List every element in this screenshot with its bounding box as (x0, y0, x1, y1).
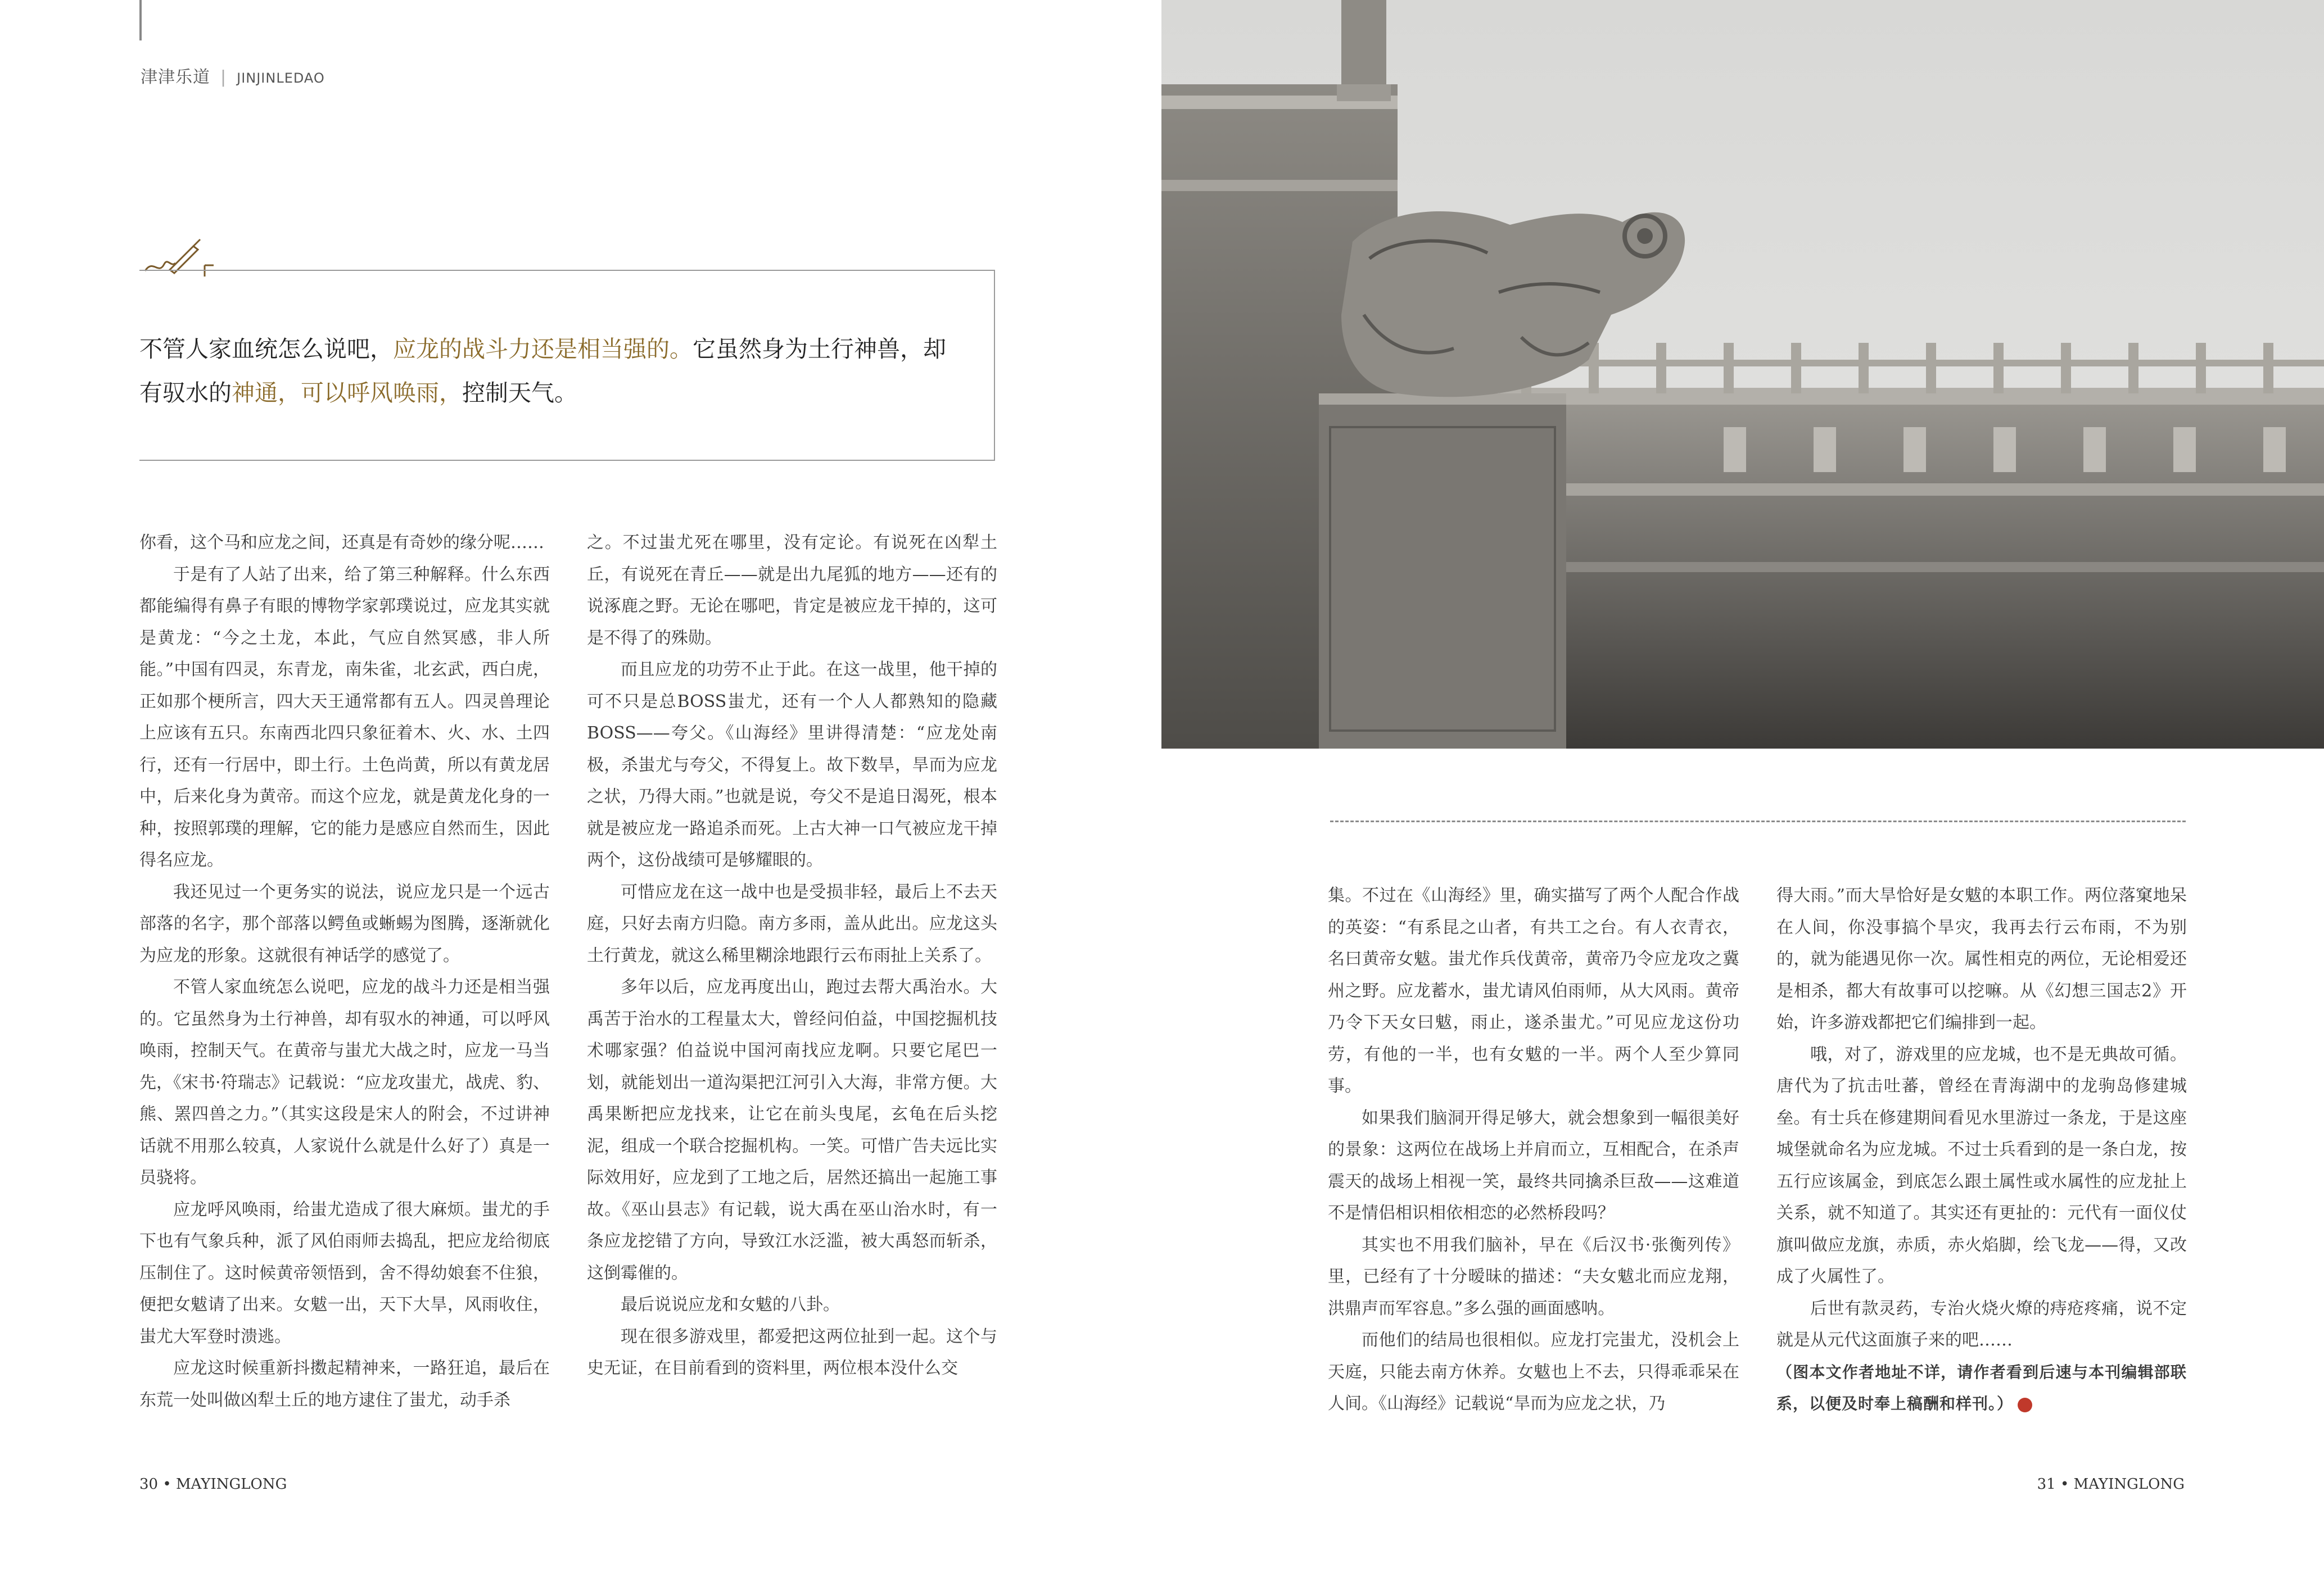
body-column-4 (1776, 880, 2187, 1420)
col1-paragraph: 你看，这个马和应龙之间，还真是有奇妙的缘分呢…… (139, 533, 544, 552)
section-divider (1330, 821, 2186, 822)
col2-paragraph: 之。不过蚩尤死在哪里，没有定论。有说死在凶犁土丘，有说死在青丘——就是出九尾狐的地方——还有的说涿鹿之野。无论在哪吧，肯定是被应龙干掉的，这可是不得了的殊勋。 (587, 533, 997, 648)
pullquote-part1: 不管人家血统怎么说吧， (139, 336, 393, 362)
header-left-cn: 津津乐道 (141, 67, 210, 87)
author-note-text: （图本文作者地址不详，请作者看到后速与本刊编辑部联系，以便及时奉上稿酬和样刊。） (1776, 1362, 2187, 1413)
col3-paragraph: 而他们的结局也很相似。应龙打完蚩尤，没机会上天庭，只能去南方休养。女魃也上不去，只得乖乖呆在人间。《山海经》记载说“旱而为应龙之状，乃 (1328, 1330, 1739, 1413)
col2-paragraph: 而且应龙的功劳不止于此。在这一战里，他干掉的可不只是总BOSS蚩尤，还有一个人人都熟知的隐藏BOSS——夸父。《山海经》里讲得清楚：“应龙处南极，杀蚩尤与夸父，不得复上。故下数旱，旱而为应龙之状，乃得大雨。”也就是说，夸父不是追日渴死，根本就是被应龙一路追杀而死。上古大神一口气被应龙干掉两个，这份战绩可是够耀眼的。 (587, 660, 997, 870)
col4-paragraph: 得大雨。”而大旱恰好是女魃的本职工作。两位落窠地呆在人间，你没事搞个旱灾，我再去行云布雨，不为别的，就为能遇见你一次。属性相克的两位，无论相爱还是相杀，都大有故事可以挖嘛。从《幻想三国志2》开始，许多游戏都把它们编排到一起。 (1776, 886, 2187, 1032)
col1-paragraph: 不管人家血统怎么说吧，应龙的战斗力还是相当强的。它虽然身为土行神兽，却有驭水的神通，可以呼风唤雨，控制天气。在黄帝与蚩尤大战之时，应龙一马当先，《宋书·符瑞志》记载说：“应龙攻蚩尤，战虎、豹、熊、罴四兽之力。”（其实这段是宋人的附会，不过讲神话就不用那么较真，人家说什么就是什么好了）真是一员骁将。 (139, 977, 550, 1188)
pullquote (139, 327, 966, 415)
col2-paragraph: 可惜应龙在这一战中也是受损非轻，最后上不去天庭，只好去南方归隐。南方多雨，盖从此出。应龙这头土行黄龙，就这么稀里糊涂地跟行云布雨扯上关系了。 (587, 882, 997, 966)
end-mark-icon (2018, 1398, 2032, 1412)
col3-paragraph: 如果我们脑洞开得足够大，就会想象到一幅很美好的景象：这两位在战场上并肩而立，互相配合，在杀声震天的战场上相视一笑，最终共同擒杀巨敌——这难道不是情侣相识相依相恋的必然桥段吗？ (1328, 1108, 1739, 1223)
col4-paragraph: 后世有款灵药，专治火烧火燎的痔疮疼痛，说不定就是从元代这面旗子来的吧…… (1776, 1298, 2187, 1350)
body-column-2 (587, 527, 997, 1385)
page-number-right: 31 • MAYINGLONG (2037, 1476, 2185, 1493)
body-column-1 (139, 527, 550, 1416)
col3-paragraph: 集。不过在《山海经》里，确实描写了两个人配合作战的英姿：“有系昆之山者，有共工之台。有人衣青衣，名曰黄帝女魃。蚩尤作兵伐黄帝，黄帝乃令应龙攻之冀州之野。应龙蓄水，蚩尤请风伯雨师，从大风雨。黄帝乃令下天女曰魃，雨止，遂杀蚩尤。”可见应龙这份功劳，有他的一半，也有女魃的一半。两个人至少算同事。 (1328, 886, 1739, 1096)
pullquote-part2: 应龙的战斗力还是相当强的。 (393, 336, 693, 362)
author-note (1776, 1357, 2187, 1420)
col4-paragraph: 哦，对了，游戏里的应龙城，也不是无典故可循。唐代为了抗击吐蕃，曾经在青海湖中的龙驹岛修建城垒。有士兵在修建期间看见水里游过一条龙，于是这座城堡就命名为应龙城。不过士兵看到的是一条白龙，按五行应该属金，到底怎么跟土属性或水属性的应龙扯上关系，就不知道了。其实还有更扯的：元代有一面仪仗旗叫做应龙旗，赤质，赤火焰脚，绘飞龙——得，又改成了火属性了。 (1776, 1044, 2187, 1286)
col2-paragraph: 多年以后，应龙再度出山，跑过去帮大禹治水。大禹苦于治水的工程量太大，曾经问伯益，中国挖掘机技术哪家强？伯益说中国河南找应龙啊。只要它尾巴一划，就能划出一道沟渠把江河引入大海，非常方便。大禹果断把应龙找来，让它在前头曳尾，玄龟在后头挖泥，组成一个联合挖掘机构。一笑。可惜广告夫远比实际效用好，应龙到了工地之后，居然还搞出一起施工事故。《巫山县志》有记载，说大禹在巫山治水时，有一条应龙挖错了方向，导致江水泛滥，被大禹怒而斩杀，这倒霉催的。 (587, 977, 997, 1283)
page-number-left: 30 • MAYINGLONG (139, 1476, 287, 1493)
col1-paragraph: 应龙呼风唤雨，给蚩尤造成了很大麻烦。蚩尤的手下也有气象兵种，派了风伯雨师去捣乱，把应龙给彻底压制住了。这时候黄帝领悟到，舍不得幼娘套不住狼，便把女魃请了出来。女魃一出，天下大旱，风雨收住，蚩尤大军登时溃逃。 (139, 1199, 550, 1347)
header-left-sep: | (220, 67, 227, 87)
pullquote-part4: 神通，可以呼风唤雨， (232, 379, 462, 406)
body-column-3 (1328, 880, 1739, 1420)
col2-paragraph: 最后说说应龙和女魃的八卦。 (621, 1295, 840, 1315)
header-left (141, 63, 325, 88)
pullquote-part3: 它虽然身为土行神兽，却有驭水的 (139, 336, 946, 406)
col2-paragraph: 现在很多游戏里，都爱把这两位扯到一起。这个与史无证，在目前看到的资料里，两位根本没什么交 (587, 1326, 997, 1378)
col3-paragraph: 其实也不用我们脑补，早在《后汉书·张衡列传》里，已经有了十分暧昧的描述：“夫女魃北而应龙翔，洪鼎声而军容息。”多么强的画面感呐。 (1328, 1235, 1739, 1318)
header-left-en: JINJINLEDAO (237, 70, 325, 86)
col1-paragraph: 应龙这时候重新抖擞起精神来，一路狂追，最后在东荒一处叫做凶犁土丘的地方逮住了蚩尤，动手杀 (139, 1358, 550, 1410)
col1-paragraph: 于是有了人站了出来，给了第三种解释。什么东西都能编得有鼻子有眼的博物学家郭璞说过，应龙其实就是黄龙：“今之土龙，本此，气应自然冥感，非人所能。”中国有四灵，东青龙，南朱雀，北玄武，西白虎，正如那个梗所言，四大天王通常都有五人。四灵兽理论上应该有五只。东南西北四只象征着木、火、水、土四行，还有一行居中，即土行。土色尚黄，所以有黄龙居中，后来化身为黄帝。而这个应龙，就是黄龙化身的一种，按照郭璞的理解，它的能力是感应自然而生，因此得名应龙。 (139, 564, 550, 870)
col1-paragraph: 我还见过一个更务实的说法，说应龙只是一个远古部落的名字，那个部落以鳄鱼或蜥蜴为图腾，逐渐就化为应龙的形象。这就很有神话学的感觉了。 (139, 882, 550, 966)
stone-dragon-photo (1161, 0, 2324, 749)
pullquote-part5: 控制天气。 (462, 379, 577, 406)
top-rule-left (139, 0, 142, 40)
